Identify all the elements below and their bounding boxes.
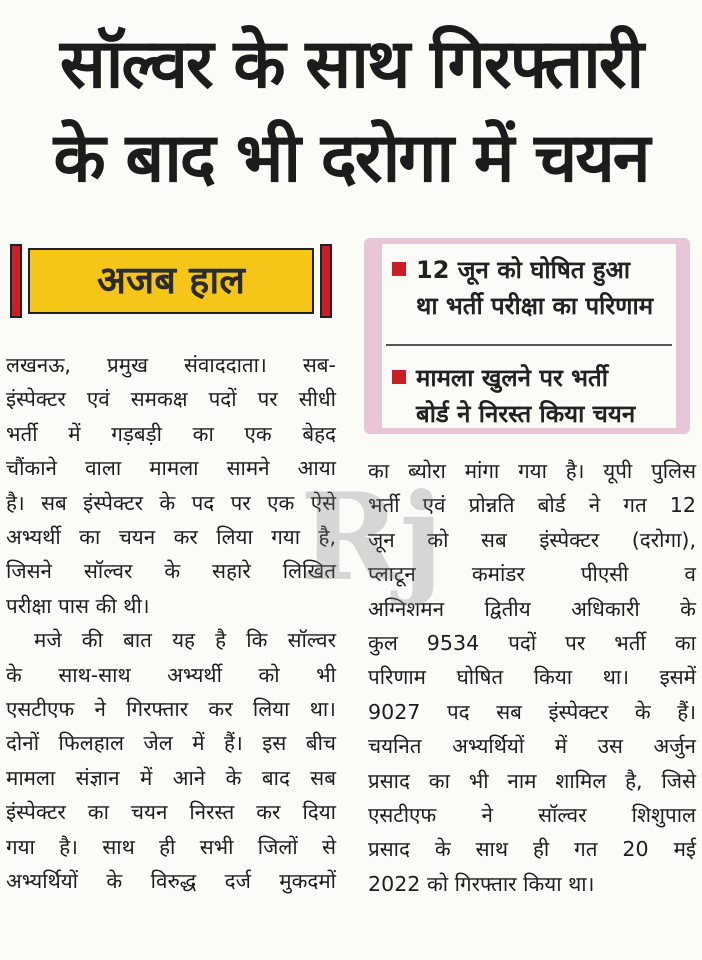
text-line: अभ्यर्थियों के विरुद्ध दर्ज मुकदमों [6, 869, 336, 894]
text-line: परिणाम घोषित किया था। इसमें [368, 665, 696, 690]
text-line: चयनित अभ्यर्थियों में उस अर्जुन [368, 734, 696, 759]
text-line: इंस्पेक्टर का चयन निरस्त कर दिया [6, 800, 336, 825]
text-line: कुल 9534 पदों पर भर्ती का [368, 631, 696, 656]
highlight-line: बोर्ड ने निरस्त किया चयन [416, 400, 636, 428]
text-line: दोनों फिलहाल जेल में हैं। इस बीच [6, 731, 336, 756]
highlight-line: था भर्ती परीक्षा का परिणाम [416, 292, 654, 320]
article-column-right [368, 454, 696, 901]
text-line: प्लाटून कमांडर पीएसी व [368, 562, 696, 587]
text-line: इंस्पेक्टर एवं समकक्ष पदों पर सीधी [6, 387, 336, 412]
tag-label: अजब हाल [28, 248, 314, 314]
text-line: 9027 पद सब इंस्पेक्टर के हैं। [368, 699, 696, 724]
tag-bar-right [320, 244, 332, 318]
highlights-box [364, 238, 690, 434]
square-bullet-icon [392, 262, 406, 276]
article-paragraph [6, 623, 336, 898]
text-line: परीक्षा पास की थी। [6, 593, 150, 618]
text-line: जून को सब इंस्पेक्टर (दरोगा), [368, 527, 696, 552]
text-line: प्रसाद के साथ ही गत 20 मई [368, 837, 696, 862]
text-line: मजे की बात यह है कि सॉल्वर [34, 628, 336, 653]
text-line: अभ्यर्थी का चयन कर लिया गया है, [6, 525, 336, 550]
text-line: भर्ती एवं प्रोन्नति बोर्ड ने गत 12 [368, 493, 696, 518]
tag-bar-left [10, 244, 22, 318]
highlight-line: 12 जून को घोषित हुआ [416, 256, 631, 284]
text-line: के साथ-साथ अभ्यर्थी को भी [6, 662, 336, 687]
watermark-logo: Rj [300, 467, 444, 608]
text-line: चौंकाने वाला मामला सामने आया [6, 456, 336, 481]
text-line: अग्निशमन द्वितीय अधिकारी के [368, 596, 696, 621]
text-line: एसटीएफ ने सॉल्वर शिशुपाल [368, 803, 696, 828]
text-line: है। सब इंस्पेक्टर के पद पर एक ऐसे [6, 490, 336, 515]
highlight-item [392, 252, 670, 324]
article-column-left [6, 348, 336, 899]
headline-line-2: के बाद भी दरोगा में चयन [53, 119, 649, 198]
section-tag [10, 244, 332, 318]
headline-line-1: सॉल्वर के साथ गिरफ्तारी [59, 25, 643, 104]
article-paragraph [6, 348, 336, 623]
text-line: जिसने सॉल्वर के सहारे लिखित [6, 559, 336, 584]
highlight-line: मामला खुलने पर भर्ती [416, 364, 608, 392]
highlight-item [392, 360, 670, 432]
text-line: लखनऊ, प्रमुख संवाददाता। सब- [6, 353, 336, 377]
highlights-inner [382, 244, 676, 428]
square-bullet-icon [392, 370, 406, 384]
text-line: भर्ती में गड़बड़ी का एक बेहद [6, 421, 336, 446]
text-line: मामला संज्ञान में आने के बाद सब [6, 765, 336, 790]
text-line: प्रसाद का भी नाम शामिल है, जिसे [368, 768, 696, 793]
text-line: एसटीएफ ने गिरफ्तार कर लिया था। [6, 697, 336, 722]
highlight-divider [386, 344, 672, 346]
headline [0, 18, 702, 206]
text-line: 2022 को गिरफ्तार किया था। [368, 871, 595, 896]
article-paragraph [368, 454, 696, 901]
text-line: गया है। साथ ही सभी जिलों से [6, 834, 336, 859]
text-line: का ब्योरा मांगा गया है। यूपी पुलिस [368, 459, 696, 483]
